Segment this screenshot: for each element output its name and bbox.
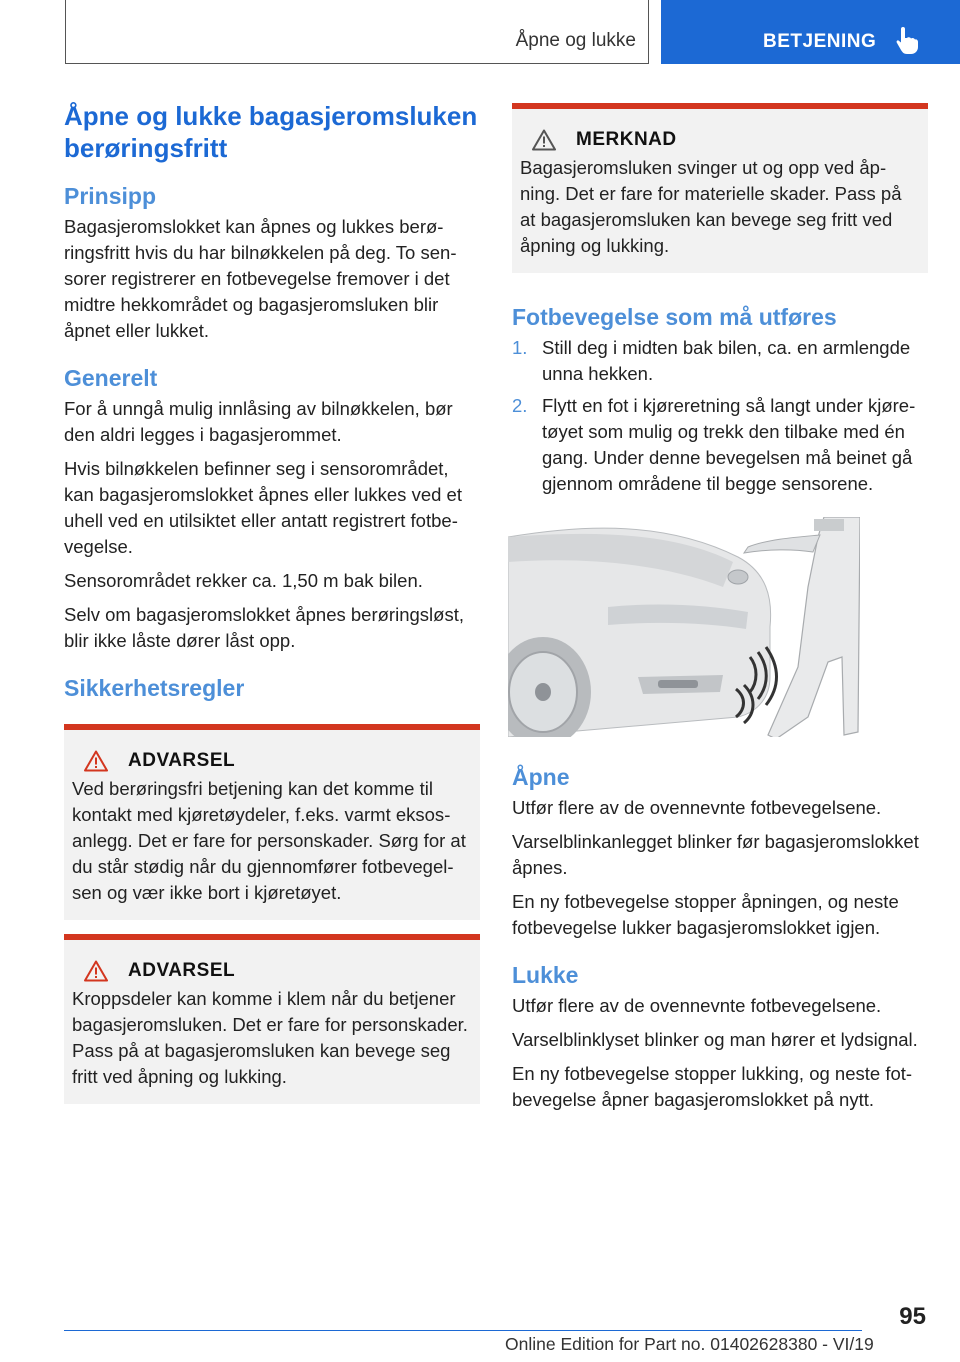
section-prinsipp bbox=[64, 182, 480, 344]
text-lukke-3: En ny fotbevegelse stopper lukking, og neste fotbevegelse åpner bagasjeromslokket på nytt. bbox=[512, 1063, 913, 1110]
step-text: Flytt en fot i kjøreretning så langt under kjøretøyet som mulig og trekk den tilbake med én gang. Under denne bevegelsen må beinet gå gjennom områdene til begge sensorene. bbox=[542, 395, 916, 494]
text-generelt-1: For å unngå mulig innlåsing av bilnøkkelen, bør den aldri legges i bagasjerommet. bbox=[64, 398, 453, 445]
heading-prinsipp: Prinsipp bbox=[64, 183, 157, 209]
steps-list bbox=[512, 335, 928, 497]
warning-box-2 bbox=[64, 934, 480, 1104]
page-title: Åpne og lukke bagasjeromsluken berøringsfritt bbox=[64, 101, 478, 163]
hand-pointing-icon bbox=[894, 25, 920, 55]
text-prinsipp: Bagasjeromslokket kan åpnes og lukkes berøringsfritt hvis du har bilnøkkelen på deg. To sensorer registrerer en fotbevegelse fremover i det midtre hekkområdet og bagasjeromsluken blir åpnet eller lukket. bbox=[64, 216, 457, 341]
heading-sikkerhetsregler: Sikkerhetsregler bbox=[64, 675, 245, 701]
section-generelt bbox=[64, 364, 480, 654]
warning-2-label: ADVARSEL bbox=[128, 960, 236, 981]
text-apne-1: Utfør flere av de ovennevnte fotbevegelsene. bbox=[512, 797, 882, 818]
text-apne-2: Varselblinkanlegget blinker før bagasjeromslokket åpnes. bbox=[512, 831, 919, 878]
text-generelt-4: Selv om bagasjeromslokket åpnes berøringsløst, blir ikke låste dører låst opp. bbox=[64, 604, 464, 651]
notice-box bbox=[512, 103, 928, 273]
warning-1-label: ADVARSEL bbox=[128, 750, 236, 771]
section-apne bbox=[512, 763, 928, 941]
footer-edition: Online Edition for Part no. 01402628380 - VI/19 bbox=[505, 1334, 874, 1354]
step-text: Still deg i midten bak bilen, ca. en armlengde unna hekken. bbox=[542, 337, 911, 384]
list-item bbox=[512, 393, 928, 497]
list-item bbox=[512, 335, 928, 387]
header-chapter-label: BETJENING bbox=[763, 31, 877, 52]
text-generelt-2: Hvis bilnøkkelen befinner seg i sensorområdet, kan bagasjeromslokket åpnes eller lukkes ved et uhell ved en utilsiktet eller antatt registrert fotbevegelse. bbox=[64, 458, 462, 557]
text-lukke-1: Utfør flere av de ovennevnte fotbevegelsene. bbox=[512, 995, 882, 1016]
step-number: 2. bbox=[512, 395, 528, 416]
footer-divider bbox=[64, 1330, 862, 1331]
warning-box-1 bbox=[64, 724, 480, 920]
header-section-title: Åpne og lukke bbox=[515, 30, 636, 51]
heading-fotbevegelse: Fotbevegelse som må utføres bbox=[512, 304, 837, 330]
text-apne-3: En ny fotbevegelse stopper åpningen, og neste fotbevegelse lukker bagasjeromslokket igjen. bbox=[512, 891, 899, 938]
heading-apne: Åpne bbox=[512, 764, 570, 790]
warning-triangle-icon bbox=[84, 750, 108, 772]
warning-2-text: Kroppsdeler kan komme i klem når du betjener bagasjeromsluken. Det er fare for personskader. Pass på at bagasjeromsluken kan bevege seg fritt ved åpning og lukking. bbox=[72, 988, 468, 1087]
step-number: 1. bbox=[512, 337, 528, 358]
notice-box-header bbox=[532, 129, 920, 151]
header-chapter-tab[interactable] bbox=[661, 0, 960, 64]
text-generelt-3: Sensorområdet rekker ca. 1,50 m bak bilen. bbox=[64, 570, 423, 591]
warning-box-2-header bbox=[84, 960, 472, 982]
heading-generelt: Generelt bbox=[64, 365, 158, 391]
warning-triangle-icon bbox=[84, 960, 108, 982]
notice-label: MERKNAD bbox=[576, 129, 677, 150]
notice-triangle-icon bbox=[532, 129, 556, 151]
left-column bbox=[64, 100, 480, 1134]
heading-lukke: Lukke bbox=[512, 962, 579, 988]
section-lukke bbox=[512, 961, 928, 1113]
warning-1-text: Ved berøringsfri betjening kan det komme til kontakt med kjøretøydeler, f.eks. varmt eksosanlegg. Det er fare for personskader. Sørg for at du står stødig når du gjennomfører fotbevegelsen og vær ikke bort i kjøretøyet. bbox=[72, 778, 466, 903]
header-section-box bbox=[65, 0, 649, 64]
text-lukke-2: Varselblinklyset blinker og man hører et lydsignal. bbox=[512, 1029, 918, 1050]
foot-gesture-illustration bbox=[508, 517, 860, 737]
warning-box-1-header bbox=[84, 750, 472, 772]
notice-text: Bagasjeromsluken svinger ut og opp ved åpning. Det er fare for materielle skader. Pass på at bagasjeromsluken kan bevege seg fritt ved åpning og lukking. bbox=[520, 157, 902, 256]
right-column bbox=[512, 103, 928, 1133]
page-number: 95 bbox=[899, 1303, 926, 1330]
